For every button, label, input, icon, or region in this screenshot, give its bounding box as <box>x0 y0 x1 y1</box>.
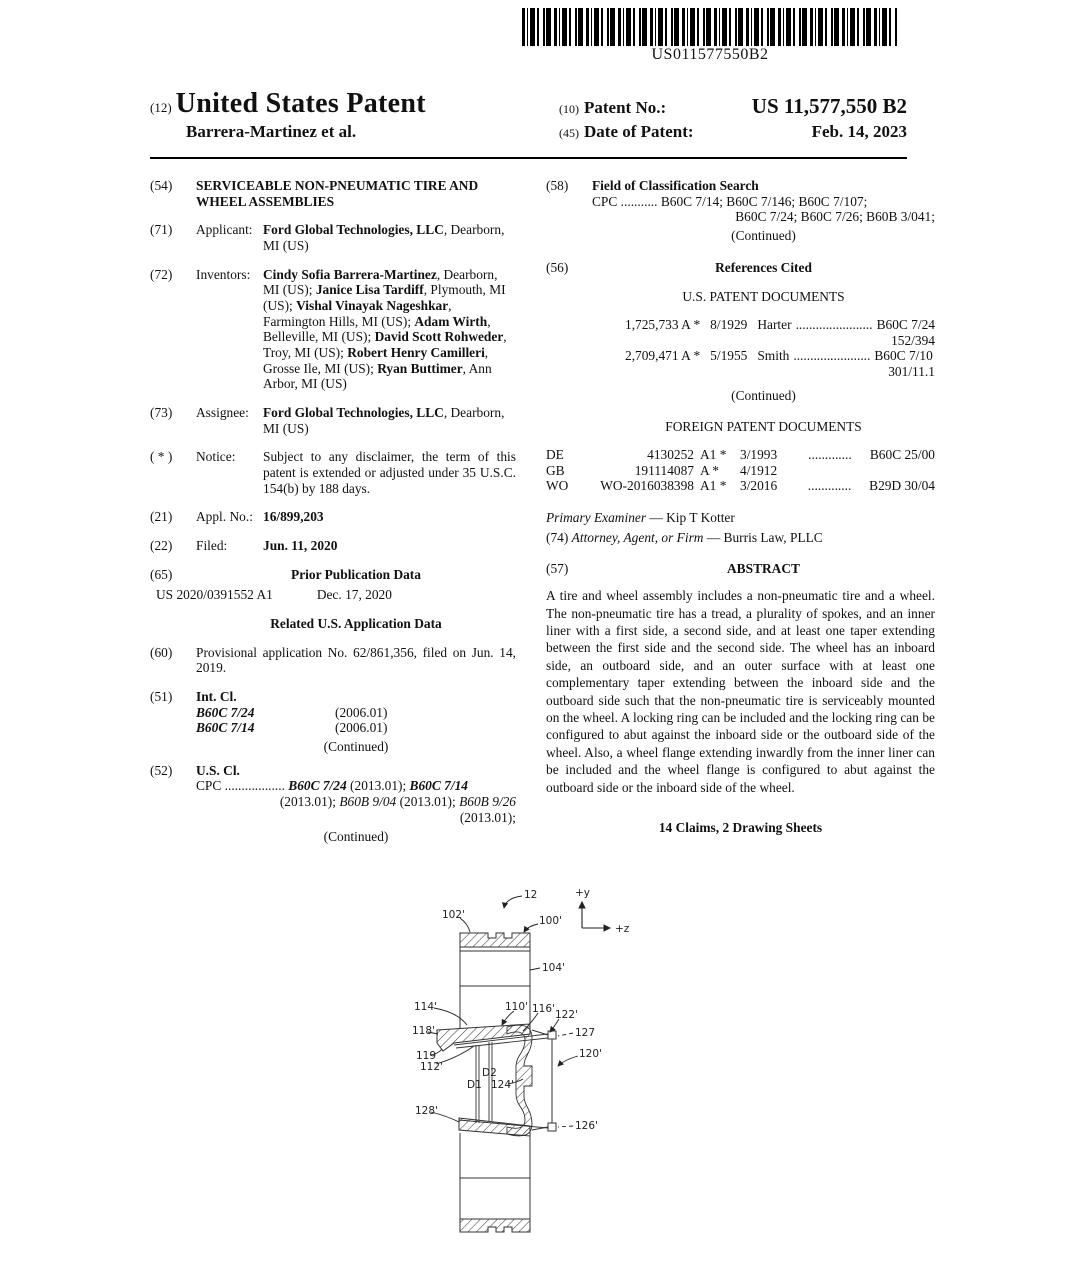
field-21-appl-no: (21) Appl. No.: 16/899,203 <box>150 509 516 525</box>
header <box>150 88 907 145</box>
ref-110: 110' <box>505 1001 528 1013</box>
cpc-line-2: (2013.01); B60B 9/04 (2013.01); B60B 9/26 <box>279 794 516 810</box>
notice-text: Subject to any disclaimer, the term of this patent is extended or adjusted under 35 U.S.C. 154(b) by 188 days. <box>263 449 516 496</box>
int-cl-heading: Int. Cl. <box>196 689 237 705</box>
ref-126: 126' <box>575 1120 598 1132</box>
barcode-text: US011577550B2 <box>651 46 769 63</box>
field-56-references: (56) References Cited U.S. PATENT DOCUMENTS 1,725,733 A * 8/1929 Harter ....................... B60C 7/24 152/394 2,709,471 A * 5/1955 Smith ....................... B60C 7/10 301/11.1 (Continued) FOREIGN PATENT DOCUMENTS DE 4130252 A1 * 3/1993 ............. B60C 25/00 GB 191114087 A * 4/1912 WO WO-2016038398 A1 * 3/2016 ............. B29D 30/04 <box>546 259 935 494</box>
foreign-patent-documents-heading: FOREIGN PATENT DOCUMENTS <box>665 419 862 435</box>
field-54-title: (54) SERVICEABLE NON-PNEUMATIC TIRE AND WHEEL ASSEMBLIES <box>150 178 516 209</box>
related-application-heading-wrap <box>150 616 516 632</box>
cpc-search-line-1: CPC ........... B60C 7/14; B60C 7/146; B60C 7/107; <box>592 193 868 209</box>
inventors-label: Inventors: <box>196 266 251 282</box>
claims-summary: 14 Claims, 2 Drawing Sheets <box>658 820 823 836</box>
ref-d1: D1 <box>467 1079 482 1091</box>
date-of-patent-label: Date of Patent: <box>584 122 694 141</box>
field-51-int-cl: (51) Int. Cl. B60C 7/24 (2006.01) B60C 7/14 (2006.01) (Continued) <box>150 689 516 755</box>
field-22-filed: (22) Filed: Jun. 11, 2020 <box>150 538 516 554</box>
int-cl-date: (2006.01) <box>335 704 388 720</box>
coordinate-axes <box>582 902 610 928</box>
notice-label: Notice: <box>196 449 236 465</box>
invention-title: SERVICEABLE NON-PNEUMATIC TIRE AND WHEEL ASSEMBLIES <box>196 178 479 209</box>
ref-114: 114' <box>414 1001 437 1013</box>
field-65-prior-publication: (65) Prior Publication Data US 2020/0391552 A1 Dec. 17, 2020 <box>150 567 516 603</box>
field-tag-10: (10) <box>559 102 579 116</box>
appl-no-label: Appl. No.: <box>196 509 253 525</box>
abstract-text: A tire and wheel assembly includes a non-pneumatic tire and a wheel. The non-pneumatic tire has a tread, a plurality of spokes, and an inner liner with a first side, a second side, and at least one taper extending between the first side and the second side. The wheel has an inboard side, an outboard side, and an outer surface with at least one complementary taper extending between the inboard side and the outboard side such that the non-pneumatic tire is serviceably mounted on the wheel. A locking ring can be included and the locking ring can be configured to abut against the inboard side or the outboard side of the wheel. Also, a wheel flange extending inwardly from the inner liner can be included and the wheel flange is configured to abut against the outboard side or the inboard side of the wheel. <box>546 588 935 795</box>
field-tag-45: (45) <box>559 126 579 140</box>
ref-119: 119 <box>416 1050 437 1062</box>
continued-note: (Continued) <box>323 828 389 844</box>
field-tag-12: (12) <box>150 100 172 115</box>
ref-127: 127 <box>575 1027 596 1039</box>
inventors-value: Cindy Sofia Barrera-Martinez, Dearborn, MI (US); Janice Lisa Tardiff, Plymouth, MI (US); Vishal Vinayak Nageshkar, Farmington Hills, MI (US); Adam Wirth, Belleville, MI (US); David Scott Rohweder, Troy, MI (US); Robert Henry Camilleri, Grosse Ile, MI (US); Ryan Buttimer, Ann Arbor, MI (US) <box>263 266 507 392</box>
classification-search-heading: Field of Classification Search <box>592 178 759 193</box>
applicant-label: Applicant: <box>196 222 253 238</box>
ref-120: 120' <box>579 1048 602 1060</box>
publication-number: US 2020/0391552 A1 <box>156 587 273 603</box>
filed-label: Filed: <box>196 538 228 554</box>
right-column <box>546 178 935 857</box>
ref-12: 12 <box>524 889 538 901</box>
us-patent-documents-heading: U.S. PATENT DOCUMENTS <box>682 289 845 305</box>
ref-124: 124' <box>491 1079 514 1091</box>
field-72-inventors: (72) Inventors: Cindy Sofia Barrera-Martinez, Dearborn, MI (US); Janice Lisa Tardiff, Plymouth, MI (US); Vishal Vinayak Nageshkar, Farmington Hills, MI (US); Adam Wirth, Belleville, MI (US); David Scott Rohweder, Troy, MI (US); Robert Henry Camilleri, Grosse Ile, MI (US); Ryan Buttimer, Ann Arbor, MI (US) <box>150 267 516 392</box>
continued-note: (Continued) <box>323 739 389 755</box>
field-60-provisional: (60) Provisional application No. 62/861,356, filed on Jun. 14, 2019. <box>150 644 516 676</box>
us-cl-heading: U.S. Cl. <box>196 762 240 778</box>
patent-number: US 11,577,550 B2 <box>751 94 907 118</box>
attorney-line: (74) Attorney, Agent, or Firm — Burris Law, PLLC <box>546 529 823 545</box>
ref-122: 122' <box>555 1009 578 1021</box>
axis-z-label: +z <box>615 923 630 935</box>
barcode <box>522 8 898 46</box>
document-type: United States Patent <box>175 88 426 119</box>
appl-no-value: 16/899,203 <box>263 509 324 525</box>
foreign-reference-row: GB 191114087 A * 4/1912 <box>546 462 778 478</box>
provisional-text: Provisional application No. 62/861,356, filed on Jun. 14, 2019. <box>196 644 516 676</box>
assignee-value: Ford Global Technologies, LLC, Dearborn, MI (US) <box>263 405 505 436</box>
continued-note: (Continued) <box>731 387 796 403</box>
patent-no-label: Patent No.: <box>584 98 667 117</box>
ref-128: 128' <box>415 1105 438 1117</box>
ref-104: 104' <box>542 962 565 974</box>
ref-116: 116' <box>532 1003 555 1015</box>
drawing-figure <box>412 880 682 1262</box>
author-line: Barrera-Martinez et al. <box>186 122 357 141</box>
tire-upper-section <box>460 933 530 1028</box>
tire-lower-section <box>460 1133 530 1232</box>
int-cl-date: (2006.01) <box>335 720 388 736</box>
ref-100: 100' <box>539 915 562 927</box>
field-notice: ( * ) Notice: Subject to any disclaimer, the term of this patent is extended or adjusted under 35 U.S.C. 154(b) by 188 days. <box>150 449 516 496</box>
ref-102: 102' <box>442 909 465 921</box>
applicant-value: Ford Global Technologies, LLC, Dearborn, MI (US) <box>263 222 505 254</box>
tire-wheel-cross-section <box>412 880 682 1260</box>
ref-d2: D2 <box>482 1067 497 1079</box>
references-cited-heading: References Cited <box>715 259 812 275</box>
axis-y-label: +y <box>575 887 591 899</box>
header-divider <box>150 157 907 159</box>
ref-112: 112' <box>420 1061 443 1073</box>
int-cl-code: B60C 7/24 <box>196 704 255 720</box>
ref-118: 118' <box>412 1025 435 1037</box>
field-71-applicant: (71) Applicant: Ford Global Technologies, LLC, Dearborn, MI (US) <box>150 222 516 253</box>
int-cl-code: B60C 7/14 <box>196 720 255 736</box>
continued-note: (Continued) <box>731 228 796 244</box>
body-columns <box>150 178 935 857</box>
primary-examiner-line: Primary Examiner — Kip T Kotter <box>546 510 735 526</box>
locking-ring <box>532 1030 556 1131</box>
date-of-patent: Feb. 14, 2023 <box>811 122 907 141</box>
abstract-heading: ABSTRACT <box>727 561 800 577</box>
field-57-abstract-heading: (57) ABSTRACT <box>546 561 935 577</box>
field-58-classification-search: (58) Field of Classification Search CPC ........... B60C 7/14; B60C 7/146; B60C 7/107; B60C 7/24; B60C 7/26; B60B 3/041; (Continued) <box>546 178 935 244</box>
cpc-search-line-2: B60C 7/24; B60C 7/26; B60B 3/041; <box>735 209 935 225</box>
field-73-assignee: (73) Assignee: Ford Global Technologies, LLC, Dearborn, MI (US) <box>150 405 516 436</box>
cpc-line-1: CPC .................. B60C 7/24 (2013.01); B60C 7/14 <box>196 778 468 794</box>
left-column <box>150 178 516 857</box>
us-reference-row: 2,709,471 A * 5/1955 Smith ....................... B60C 7/10 301/11.1 <box>625 348 935 380</box>
related-application-heading: Related U.S. Application Data <box>270 616 442 632</box>
us-reference-row: 1,725,733 A * 8/1929 Harter ....................... B60C 7/24 152/394 <box>625 317 935 348</box>
assignee-label: Assignee: <box>196 405 249 421</box>
foreign-reference-row: DE 4130252 A1 * 3/1993 ............. B60C 25/00 <box>546 447 935 463</box>
filed-value: Jun. 11, 2020 <box>263 538 338 554</box>
field-52-us-cl: (52) U.S. Cl. CPC .................. B60C 7/24 (2013.01); B60C 7/14 (2013.01); B60B 9/04 (2013.01); B60B 9/26 (2013.01); (Continued) <box>150 762 516 844</box>
cpc-line-3: (2013.01); <box>459 809 516 825</box>
prior-publication-heading: Prior Publication Data <box>291 566 421 582</box>
foreign-reference-row: WO WO-2016038398 A1 * 3/2016 ............. B29D 30/04 <box>546 478 935 494</box>
publication-date: Dec. 17, 2020 <box>316 587 392 603</box>
